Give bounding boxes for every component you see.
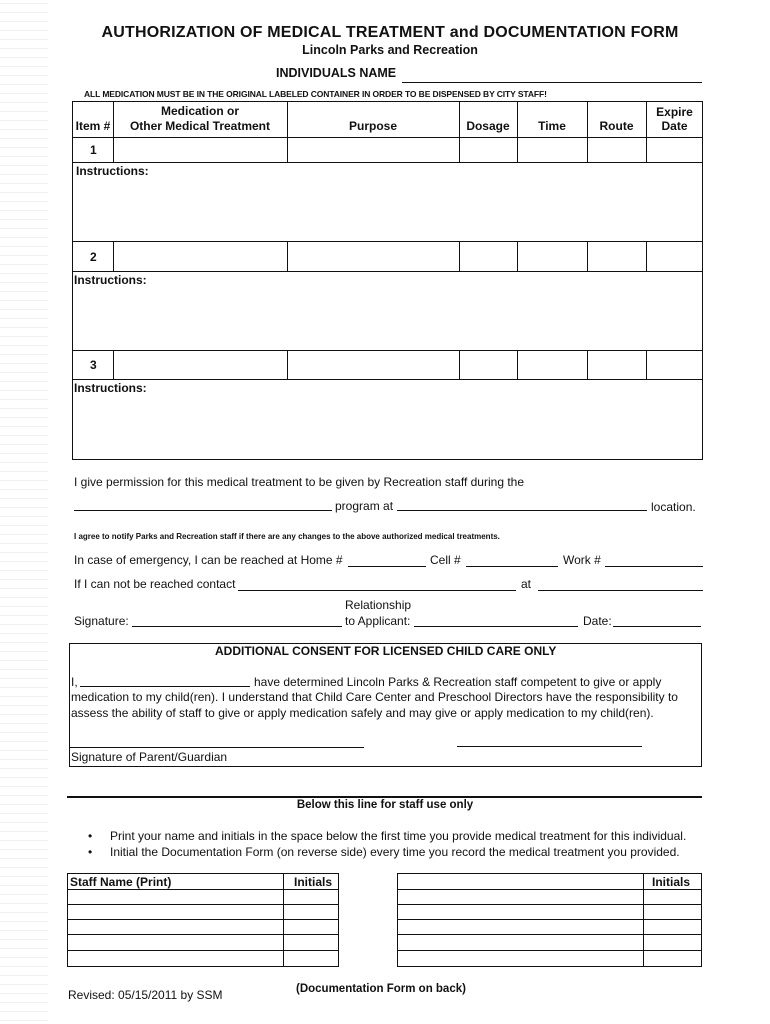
form-title: AUTHORIZATION OF MEDICAL TREATMENT and DOCUMENTATION FORM <box>101 24 679 41</box>
cell-label: Cell # <box>430 553 461 567</box>
instructions-label: Instructions: <box>76 164 149 178</box>
back-side-note: (Documentation Form on back) <box>296 983 466 995</box>
work-label: Work # <box>563 553 601 567</box>
parent-signature-label: Signature of Parent/Guardian <box>71 750 228 764</box>
consent-title: ADDITIONAL CONSENT FOR LICENSED CHILD CARE ONLY <box>215 644 557 658</box>
date-label: Date: <box>583 614 612 628</box>
individuals-name-field[interactable] <box>402 82 702 83</box>
consent-line1: have determined Lincoln Parks & Recreation staff competent to give or apply <box>254 675 662 689</box>
parent-date-field[interactable] <box>457 746 642 747</box>
consent-name-field[interactable] <box>80 686 250 687</box>
home-phone-field[interactable] <box>348 566 426 567</box>
item-number: 2 <box>90 250 97 264</box>
location-label: location. <box>651 500 696 514</box>
col-expire-l1: Expire <box>656 105 693 119</box>
col-expire-l2: Date <box>661 119 688 133</box>
item-number: 1 <box>90 143 97 157</box>
col-purpose: Purpose <box>348 119 397 133</box>
item-number: 3 <box>90 358 97 372</box>
instructions-label: Instructions: <box>74 273 147 287</box>
notify-agreement: I agree to notify Parks and Recreation staff if there are any changes to the above authorized medical treatments. <box>74 532 500 541</box>
consent-line2: medication to my child(ren). I understand that Child Care Center and Preschool Directors have the responsibility to <box>71 690 678 704</box>
initials-header: Initials <box>294 875 333 889</box>
alt-contact-at-label: at <box>521 577 532 591</box>
date-field[interactable] <box>613 626 701 627</box>
col-dosage: Dosage <box>466 119 510 133</box>
alt-contact-label: If I can not be reached contact <box>74 577 236 591</box>
initials-header-right: Initials <box>652 875 691 889</box>
col-medication-l2: Other Medical Treatment <box>129 119 271 133</box>
program-label: program at <box>335 499 394 513</box>
location-field[interactable] <box>397 510 647 511</box>
signature-label: Signature: <box>74 614 129 628</box>
form-subtitle: Lincoln Parks and Recreation <box>302 43 478 57</box>
relationship-label-l2: to Applicant: <box>345 614 411 628</box>
work-phone-field[interactable] <box>605 566 703 567</box>
relationship-field[interactable] <box>414 626 578 627</box>
col-item: Item # <box>75 119 111 133</box>
staff-name-header: Staff Name (Print) <box>70 875 172 889</box>
consent-line3: assess the ability of staff to give or apply medication safely and may give or apply medication to my child(ren). <box>71 706 654 720</box>
signature-field[interactable] <box>132 626 342 627</box>
parent-signature-field[interactable] <box>69 747 364 748</box>
program-field[interactable] <box>74 510 332 511</box>
bullet-1-text: Print your name and initials in the space below the first time you provide medical treatment for this individual. <box>110 829 687 843</box>
emergency-home-label: In case of emergency, I can be reached at Home # <box>74 553 343 567</box>
relationship-label-l1: Relationship <box>345 598 412 612</box>
col-route: Route <box>599 119 634 133</box>
container-notice: ALL MEDICATION MUST BE IN THE ORIGINAL LABELED CONTAINER IN ORDER TO BE DISPENSED BY CITY STAFF! <box>84 89 547 99</box>
instructions-label: Instructions: <box>74 381 147 395</box>
cell-phone-field[interactable] <box>466 566 558 567</box>
bullet-2: • <box>88 845 93 859</box>
revision-note: Revised: 05/15/2011 by SSM <box>68 988 223 1002</box>
staff-divider <box>67 796 702 798</box>
alt-contact-phone-field[interactable] <box>538 590 703 591</box>
bullet-2-text: Initial the Documentation Form (on reverse side) every time you record the medical treatment you provided. <box>110 845 680 859</box>
col-medication-l1: Medication or <box>160 104 239 118</box>
consent-i: I, <box>71 675 78 689</box>
permission-text: I give permission for this medical treatment to be given by Recreation staff during the <box>74 475 525 489</box>
alt-contact-field[interactable] <box>238 590 516 591</box>
individuals-name-label: INDIVIDUALS NAME <box>276 66 397 80</box>
bullet-1: • <box>88 829 93 843</box>
col-time: Time <box>538 119 566 133</box>
scan-edge-artifact <box>0 0 48 1024</box>
staff-use-label: Below this line for staff use only <box>296 799 474 811</box>
